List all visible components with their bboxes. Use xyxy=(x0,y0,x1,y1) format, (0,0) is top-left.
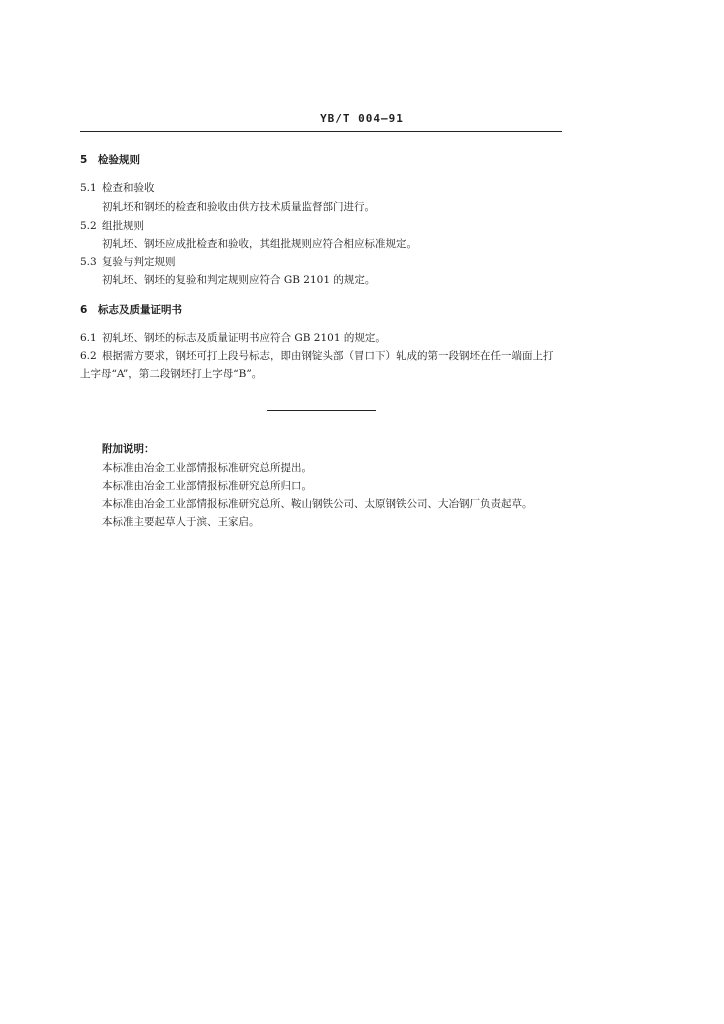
notes-line-2: 本标准由冶金工业部情报标准研究总所归口。 xyxy=(102,480,312,492)
item-number: 5.2 xyxy=(80,220,97,232)
section-number: 5 xyxy=(80,154,88,166)
item-6-1 xyxy=(80,331,386,345)
notes-line-1: 本标准由冶金工业部情报标准研究总所提出。 xyxy=(102,462,312,474)
item-number: 6.1 xyxy=(80,332,97,344)
section-5-heading xyxy=(80,153,140,167)
item-number: 5.1 xyxy=(80,182,97,194)
item-5-3-text: 初轧坯、钢坯的复验和判定规则应符合 GB 2101 的规定。 xyxy=(102,274,376,286)
section-6-heading xyxy=(80,303,182,317)
item-title: 复验与判定规则 xyxy=(102,256,176,268)
item-number: 6.2 xyxy=(80,350,97,362)
notes-line-4: 本标准主要起草人于滨、王家启。 xyxy=(102,516,260,528)
notes-title: 附加说明： xyxy=(102,443,155,455)
item-6-2-line2: 上字母“A”，第二段钢坯打上字母“B”。 xyxy=(80,368,263,380)
item-text: 初轧坯、钢坯的标志及质量证明书应符合 GB 2101 的规定。 xyxy=(102,332,386,344)
item-5-1-heading xyxy=(80,181,155,195)
header-rule xyxy=(80,131,562,132)
item-5-3-heading xyxy=(80,255,176,269)
item-6-2-line1 xyxy=(80,349,554,363)
section-number: 6 xyxy=(80,304,88,316)
item-text: 根据需方要求，钢坯可打上段号标志，即由钢锭头部（冒口下）轧成的第一段钢坯在任一端面上打 xyxy=(102,350,554,362)
end-divider xyxy=(267,410,376,411)
section-title: 检验规则 xyxy=(98,154,140,166)
item-title: 组批规则 xyxy=(102,220,144,232)
notes-line-3: 本标准由冶金工业部情报标准研究总所、鞍山钢铁公司、太原钢铁公司、大冶钢厂负责起草。 xyxy=(102,498,533,510)
item-title: 检查和验收 xyxy=(102,182,155,194)
item-5-1-text: 初轧坯和钢坯的检查和验收由供方技术质量监督部门进行。 xyxy=(102,201,375,213)
item-5-2-text: 初轧坯、钢坯应成批检查和验收，其组批规则应符合相应标准规定。 xyxy=(102,238,417,250)
item-number: 5.3 xyxy=(80,256,97,268)
item-5-2-heading xyxy=(80,219,144,233)
section-title: 标志及质量证明书 xyxy=(98,304,182,316)
standard-code: YB/T 004—91 xyxy=(320,112,404,125)
